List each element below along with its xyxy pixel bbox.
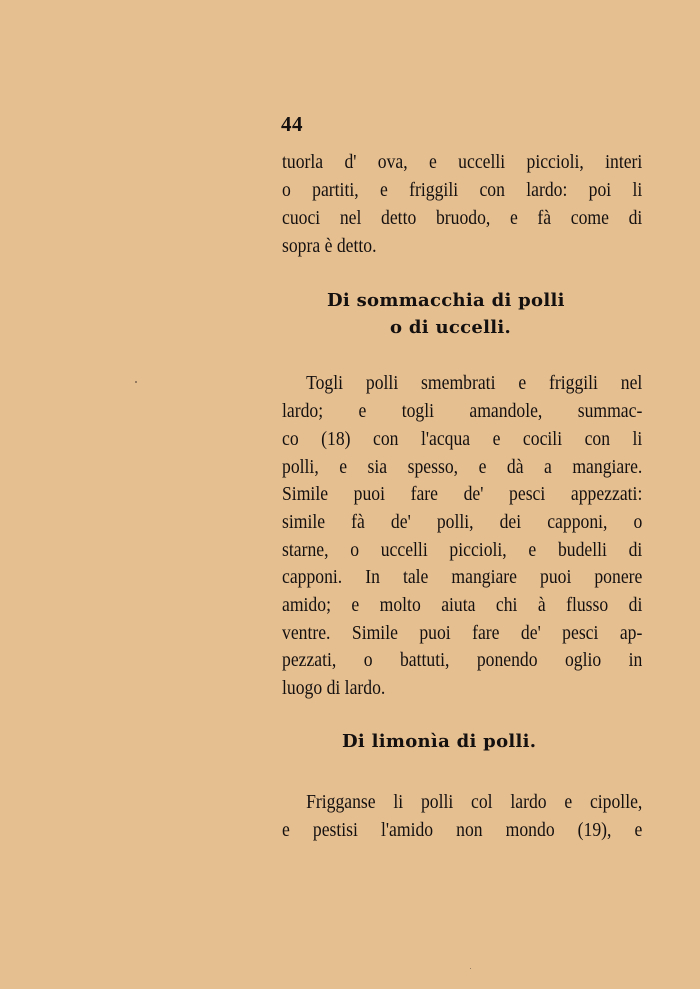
text-line: cuoci nel detto bruodo, e fà come di: [282, 207, 643, 229]
text-line: starne, o uccelli piccioli, e budelli di: [282, 539, 643, 561]
text-line: tuorla d' ova, e uccelli piccioli, interi: [282, 151, 643, 173]
text-line: sopra è detto.: [282, 235, 377, 257]
text-line: Togli polli smembrati e friggili nel: [306, 372, 643, 394]
page-number: 44: [281, 112, 303, 136]
paper-speck: [470, 968, 471, 969]
text-line: capponi. In tale mangiare puoi ponere: [282, 566, 643, 588]
section-heading: Di limonìa di polli.: [342, 731, 537, 752]
paper-speck: [135, 381, 137, 383]
text-line: simile fà de' polli, dei capponi, o: [282, 511, 643, 533]
text-line: Simile puoi fare de' pesci appezzati:: [282, 483, 643, 505]
section-heading: Di sommacchia di polli: [327, 290, 565, 311]
section-heading: o di uccelli.: [390, 317, 512, 338]
text-line: Frigganse li polli col lardo e cipolle,: [306, 791, 643, 813]
text-line: amido; e molto aiuta chi à flusso di: [282, 594, 643, 616]
text-line: o partiti, e friggili con lardo: poi li: [282, 179, 643, 201]
text-line: co (18) con l'acqua e cocili con li: [282, 428, 643, 450]
text-line: e pestisi l'amido non mondo (19), e: [282, 819, 643, 841]
text-line: pezzati, o battuti, ponendo oglio in: [282, 649, 643, 671]
text-line: luogo di lardo.: [282, 677, 386, 699]
text-line: polli, e sia spesso, e dà a mangiare.: [282, 456, 643, 478]
text-line: lardo; e togli amandole, summac-: [282, 400, 643, 422]
text-line: ventre. Simile puoi fare de' pesci ap-: [282, 622, 643, 644]
